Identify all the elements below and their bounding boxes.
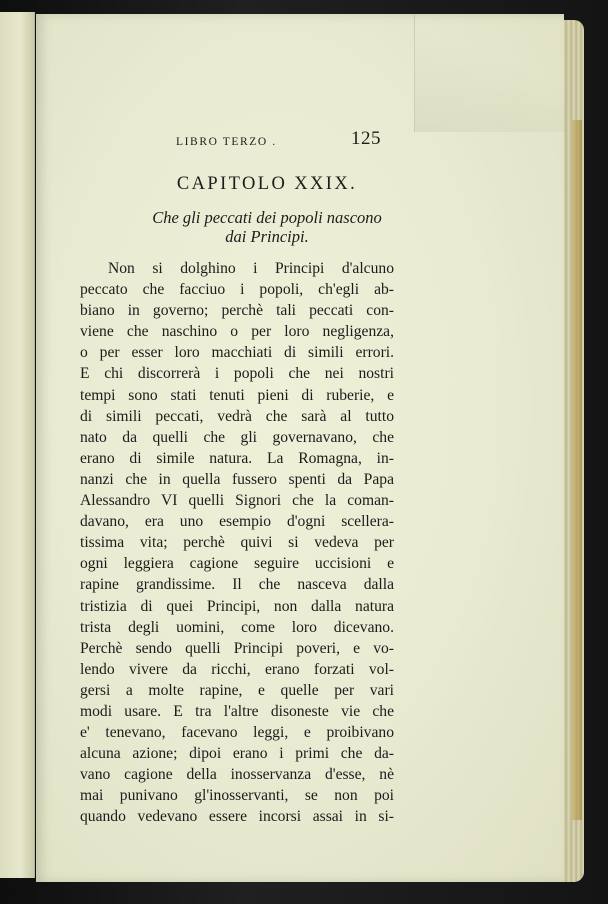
text-line: o per esser loro macchiati di simili errori. — [80, 344, 394, 362]
book-page — [36, 14, 564, 882]
text-line: nanzi che in quella fussero spenti da Papa — [80, 470, 394, 488]
text-line: E chi discorrerà i popoli che nei nostri — [80, 365, 394, 383]
text-line: trista degli uomini, come loro dicevano. — [80, 618, 394, 636]
text-line: Alessandro VI quelli Signori che la coman- — [80, 492, 394, 510]
text-line: ogni leggiera cagione seguire uccisioni e — [80, 555, 394, 573]
chapter-subtitle — [36, 208, 498, 246]
text-line: quando vedevano essere incorsi assai in si- — [80, 808, 394, 826]
text-line: nato da quelli che gli governavano, che — [80, 428, 394, 446]
text-line: peccato che facciuo i popoli, ch'egli ab- — [80, 281, 394, 299]
text-line: Perchè sendo quelli Principi poveri, e vo- — [80, 639, 394, 657]
text-line: mai punivano gl'inosservanti, se non poi — [80, 787, 394, 805]
left-page-edge — [0, 12, 35, 878]
text-line: e' tenevano, facevano leggi, e proibivano — [80, 724, 394, 742]
text-line: viene che naschino o per loro negligenza, — [80, 323, 394, 341]
text-line: biano in governo; perchè tali peccati con- — [80, 302, 394, 320]
text-line: lendo vivere da ricchi, erano forzati vol- — [80, 660, 394, 678]
text-line: erano di simile natura. La Romagna, in- — [80, 449, 394, 467]
text-line: tristizia di quei Principi, non dalla natura — [80, 597, 394, 615]
page-corner-fold — [414, 14, 565, 132]
text-line: tempi sono stati tenuti pieni di ruberie, e — [80, 386, 394, 404]
text-line: Non si dolghino i Principi d'alcuno — [108, 260, 394, 277]
text-line: rapine grandissime. Il che nasceva dalla — [80, 576, 394, 594]
running-head: LIBRO TERZO . — [176, 136, 277, 148]
body-text — [80, 258, 394, 828]
text-line: gersi a molte rapine, e quelle per vari — [80, 681, 394, 699]
text-line: davano, era uno esempio d'ogni scellera- — [80, 513, 394, 531]
text-line: modi usare. E tra l'altre disoneste vie che — [80, 702, 394, 720]
chapter-title: CAPITOLO XXIX. — [176, 174, 358, 194]
page-number: 125 — [351, 128, 381, 149]
gilded-edge — [572, 120, 582, 820]
text-line: tissima vita; perchè quivi si vedeva per — [80, 534, 394, 552]
text-line: vano cagione della inosservanza d'esse, nè — [80, 766, 394, 784]
text-line: di simili peccati, vedrà che sarà al tutto — [80, 407, 394, 425]
subtitle-line: dai Principi. — [225, 227, 309, 246]
subtitle-line: Che gli peccati dei popoli nascono — [152, 208, 382, 227]
text-line: alcuna azione; dipoi erano i primi che da- — [80, 745, 394, 763]
